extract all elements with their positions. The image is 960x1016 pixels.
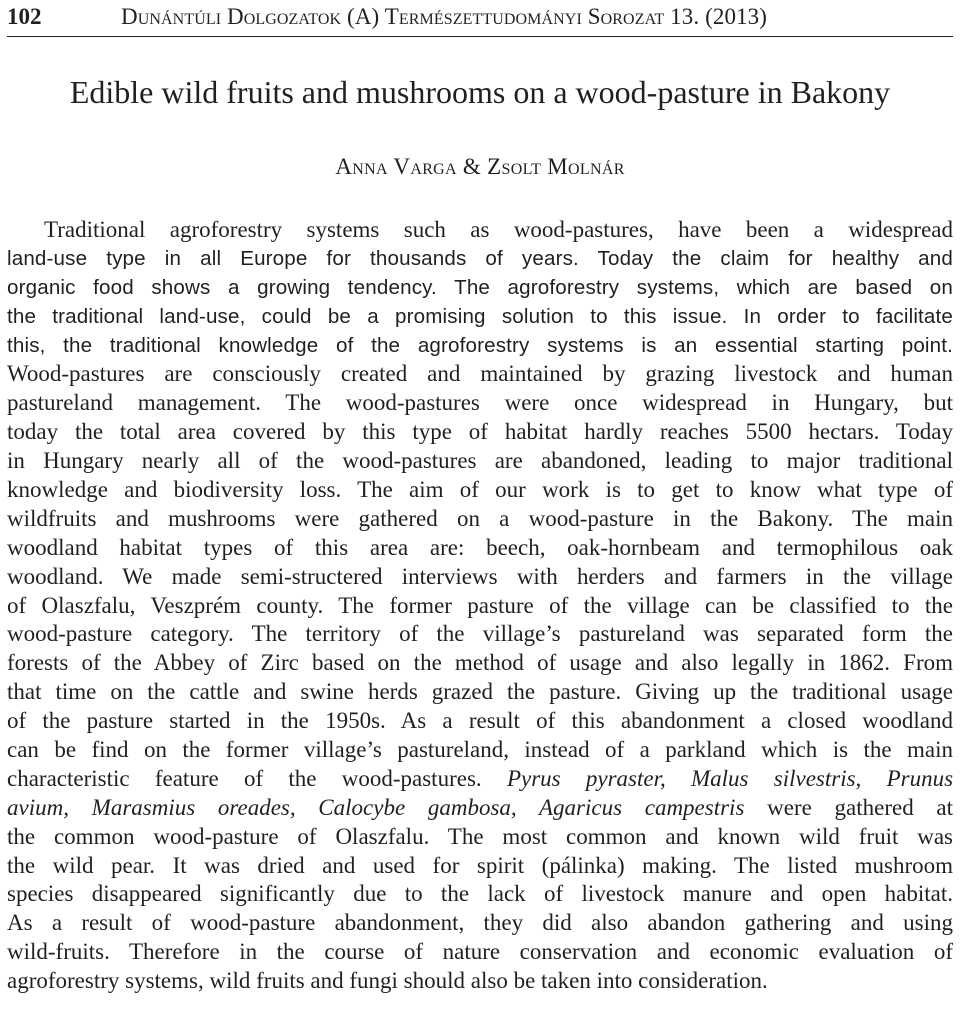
- series-name: Dunántúli Dolgozatok (A) Természettudományi Sorozat 13.: [121, 4, 700, 29]
- article-title: Edible wild fruits and mushrooms on a wood-pasture in Bakony: [69, 74, 891, 110]
- page-number: 102: [7, 4, 42, 29]
- abstract-line: forests of the Abbey of Zirc based on the method of usage and also legally in 1862. From: [7, 650, 953, 676]
- abstract-line: wild-fruits. Therefore in the course of nature conservation and economic evaluation of: [7, 939, 953, 965]
- abstract-line: woodland. We made semi-structered interviews with herders and farmers in the village: [7, 563, 953, 589]
- abstract-text-run: were gathered at: [767, 794, 954, 820]
- abstract-line: woodland habitat types of this area are: beech, oak-hornbeam and termophilous oak: [7, 534, 953, 560]
- series-year: (2013): [705, 4, 768, 29]
- abstract-line: of Olaszfalu, Veszprém county. The former pasture of the village can be classified to the: [7, 592, 953, 618]
- abstract-line: can be find on the former village’s pastureland, instead of a parkland which is the main: [7, 737, 953, 763]
- abstract-line: agroforestry systems, wild fruits and fungi should also be taken into consideration.: [7, 968, 768, 994]
- journal-page: [7, 0, 953, 1016]
- abstract-line: species disappeared significantly due to the lack of livestock manure and open habitat.: [7, 881, 953, 907]
- abstract: [7, 216, 953, 996]
- abstract-line: this, the traditional knowledge of the agroforestry systems is an essential starting point.: [7, 333, 953, 357]
- abstract-line: that time on the cattle and swine herds grazed the pasture. Giving up the traditional usage: [7, 679, 953, 705]
- abstract-line: pastureland management. The wood-pastures were once widespread in Hungary, but: [7, 390, 953, 416]
- abstract-line: Traditional agroforestry systems such as wood-pastures, have been a widespread: [44, 217, 953, 242]
- abstract-line: today the total area covered by this type of habitat hardly reaches 5500 hectars. Today: [7, 419, 953, 445]
- abstract-line: in Hungary nearly all of the wood-pastures are abandoned, leading to major traditional: [7, 448, 953, 474]
- abstract-text-run: characteristic feature of the wood-pastures.: [7, 765, 482, 791]
- abstract-line-mixed: [7, 794, 953, 823]
- abstract-line: knowledge and biodiversity loss. The aim of our work is to get to know what type of: [7, 477, 953, 503]
- journal-series: [121, 2, 767, 32]
- abstract-line: As a result of wood-pasture abandonment, they did also abandon gathering and using: [7, 910, 953, 936]
- abstract-line: wood-pasture category. The territory of the village’s pastureland was separated form the: [7, 621, 953, 647]
- abstract-line: Wood-pastures are consciously created and maintained by grazing livestock and human: [7, 361, 953, 387]
- abstract-line: wildfruits and mushrooms were gathered on a wood-pasture in the Bakony. The main: [7, 505, 953, 531]
- abstract-line: the wild pear. It was dried and used for spirit (pálinka) making. The listed mushroom: [7, 852, 953, 878]
- abstract-line: of the pasture started in the 1950s. As a result of this abandonment a closed woodland: [7, 708, 953, 734]
- abstract-line: land-use type in all Europe for thousands of years. Today the claim for healthy and: [7, 246, 953, 270]
- abstract-line: the common wood-pasture of Olaszfalu. The most common and known wild fruit was: [7, 823, 953, 849]
- abstract-line-mixed: [7, 765, 953, 794]
- abstract-line: organic food shows a growing tendency. The agroforestry systems, which are based on: [7, 275, 953, 299]
- article-authors: Anna Varga & Zsolt Molnár: [335, 154, 625, 179]
- species-names-italic: Pyrus pyraster, Malus silvestris, Prunus: [506, 765, 954, 791]
- abstract-line: the traditional land-use, could be a promising solution to this issue. In order to facilitate: [7, 304, 953, 328]
- running-head: [7, 2, 953, 37]
- species-names-italic: avium, Marasmius oreades, Calocybe gambosa, Agaricus campestris: [7, 794, 745, 820]
